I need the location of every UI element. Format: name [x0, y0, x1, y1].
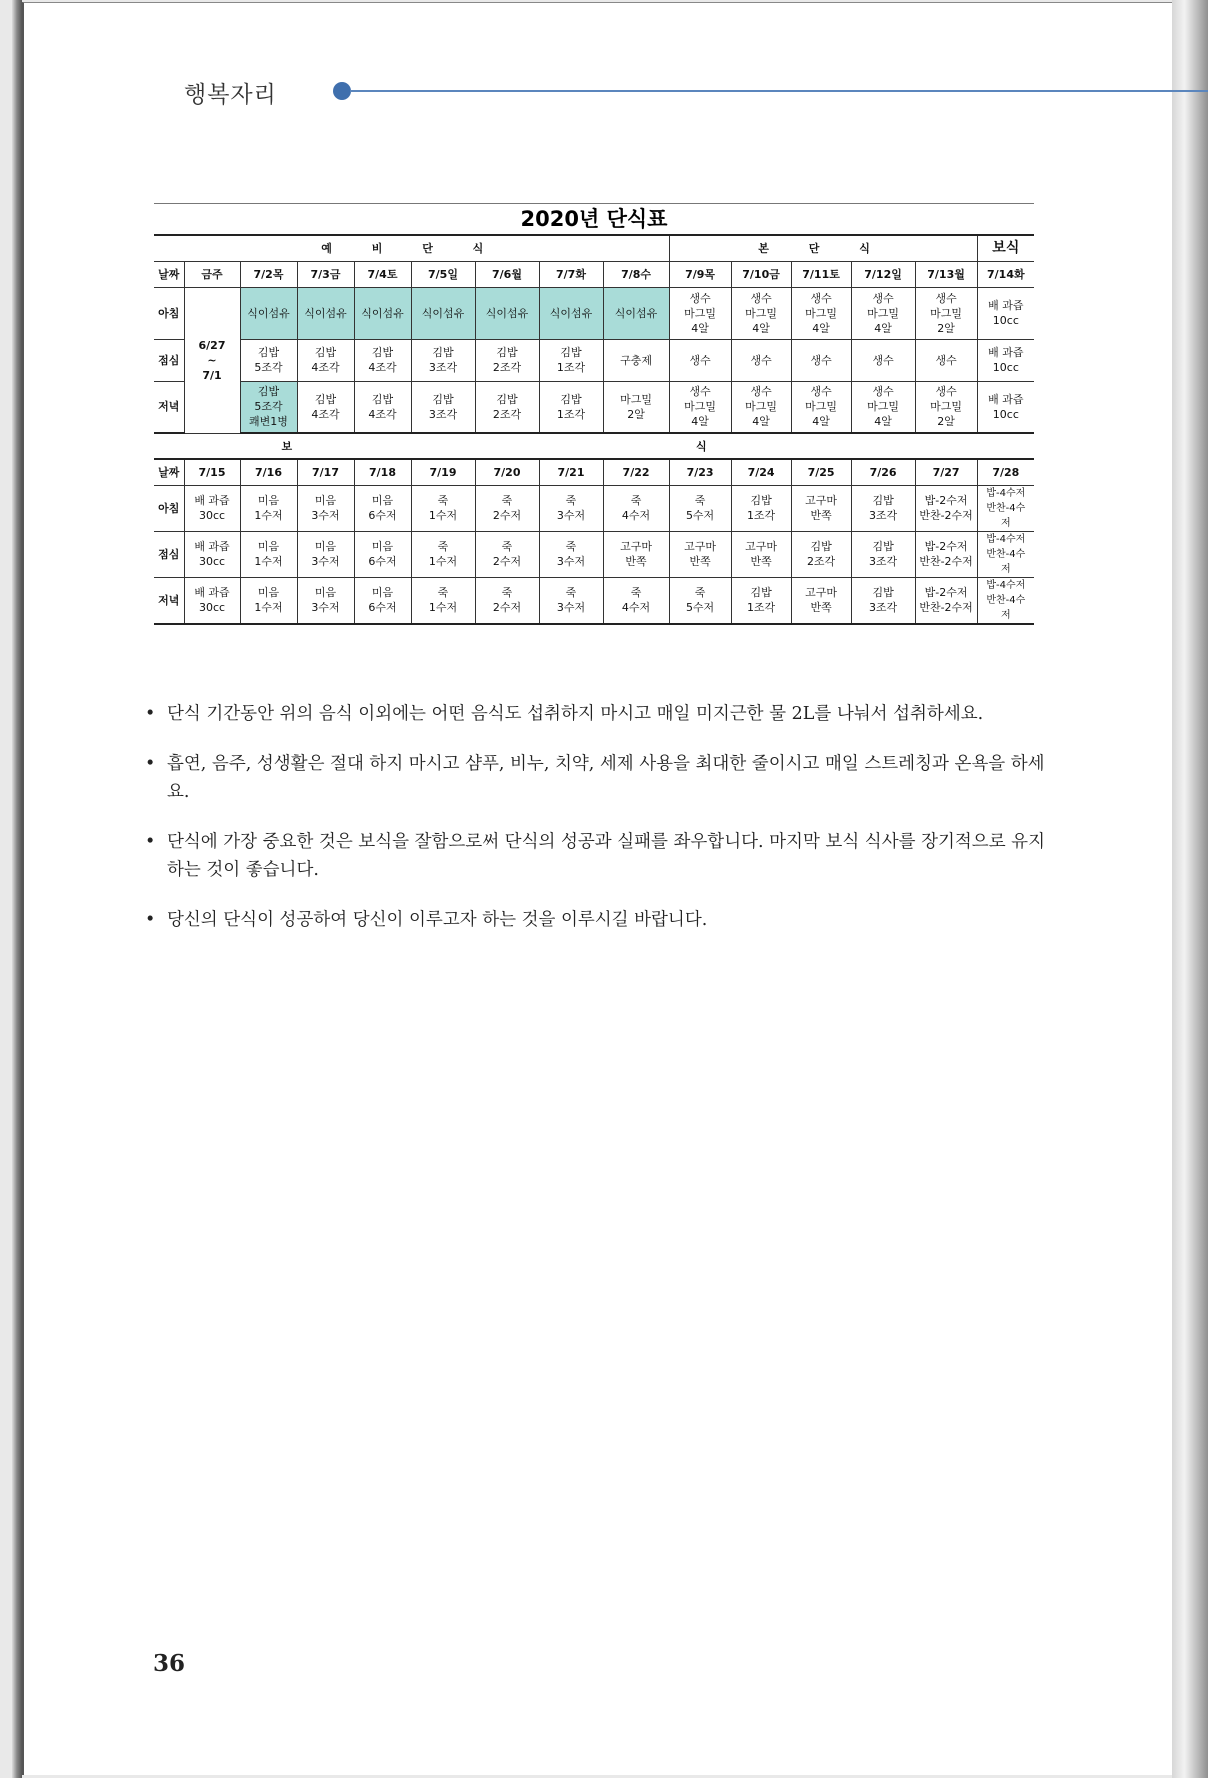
- table-bottom-dinner-cell: 미음 3수저: [297, 577, 354, 624]
- table-top-lunch-cell: 생수: [669, 339, 731, 381]
- table-bottom-breakfast-cell: 죽 4수저: [603, 485, 669, 531]
- table-bottom-lunch-cell: 미음 3수저: [297, 531, 354, 577]
- note-item: [145, 828, 1045, 884]
- note-text: 단식에 가장 중요한 것은 보식을 잘함으로써 단식의 성공과 실패를 좌우합니다. 마지막 보식 식사를 장기적으로 유지하는 것이 좋습니다.: [167, 832, 1045, 880]
- table-bottom-dinner-cell: 김밥 3조각: [851, 577, 915, 624]
- table-bottom-lunch-cell: 배 과즙 30cc: [184, 531, 240, 577]
- table-top-lunch-cell: 김밥 5조각: [240, 339, 297, 381]
- abstain-start: 6/27: [198, 338, 226, 352]
- table-bottom-lunch-cell: 미음 6수저: [354, 531, 411, 577]
- table-top-dates-cell: 7/4토: [354, 261, 411, 287]
- table-bottom-lunch-cell: 고구마 반쪽: [731, 531, 791, 577]
- page-edge: [1172, 0, 1208, 1778]
- schedule-table: [154, 234, 1034, 625]
- table-top-dinner-cell: 김밥 4조각: [297, 381, 354, 433]
- note-item: [145, 750, 1045, 806]
- table-bottom-dinner-cell: 죽 5수저: [669, 577, 731, 624]
- table-top-breakfast-cell: 생수 마그밀 4알: [791, 287, 851, 339]
- table-bottom-dinner-cell: 미음 6수저: [354, 577, 411, 624]
- table-title: 2020년 단식표: [520, 207, 668, 231]
- table-top-lunch-cell: 배 과즙 10cc: [977, 339, 1034, 381]
- table-bottom-breakfast-cell: 밥-2수저 반찬-2수저: [915, 485, 977, 531]
- table-top-lunch-cell: 생수: [791, 339, 851, 381]
- table-bottom-lunch-cell: 김밥 3조각: [851, 531, 915, 577]
- table-top-dinner-cell: 김밥 3조각: [411, 381, 475, 433]
- table-bottom-dinner-cell: 죽 2수저: [475, 577, 539, 624]
- table-bottom-breakfast-cell: 죽 5수저: [669, 485, 731, 531]
- table-top-dates-cell: 7/9목: [669, 261, 731, 287]
- table-bottom-dates-cell: 7/25: [791, 459, 851, 485]
- notes-list: [145, 700, 1045, 956]
- section-pre-fast: 예 비 단 식: [154, 235, 669, 261]
- table-bottom-dates-cell: 7/19: [411, 459, 475, 485]
- section-recovery-label: 보 식: [281, 439, 907, 453]
- table-bottom-lunch-cell: 죽 2수저: [475, 531, 539, 577]
- table-bottom-lunch-cell: 밥-2수저 반찬-2수저: [915, 531, 977, 577]
- table-top-dinner-cell: 김밥 1조각: [539, 381, 603, 433]
- table-top-dates-cell: 7/10금: [731, 261, 791, 287]
- table-top-breakfast-cell: 식이섬유: [297, 287, 354, 339]
- table-bottom-breakfast-cell: 죽 1수저: [411, 485, 475, 531]
- table-bottom-breakfast-cell: 미음 1수저: [240, 485, 297, 531]
- table-bottom-breakfast-cell: 죽 2수저: [475, 485, 539, 531]
- table-bottom-dates-cell: 7/17: [297, 459, 354, 485]
- abstain-end: 7/1: [202, 368, 222, 382]
- table-bottom-breakfast-cell: 김밥 3조각: [851, 485, 915, 531]
- bullet-icon: •: [145, 910, 156, 930]
- table-bottom-dates-cell: 7/27: [915, 459, 977, 485]
- table-bottom-dates-cell: 7/24: [731, 459, 791, 485]
- table-top-dates-cell: 7/14화: [977, 261, 1034, 287]
- table-bottom-dates-cell: 7/28: [977, 459, 1034, 485]
- table-top-dates-cell: 7/3금: [297, 261, 354, 287]
- table-bottom-dates-cell: 7/18: [354, 459, 411, 485]
- section-recovery: [154, 433, 1034, 459]
- table-bottom-breakfast-cell: 미음 6수저: [354, 485, 411, 531]
- table-top-breakfast-cell: 식이섬유: [539, 287, 603, 339]
- table-bottom-dinner-cell: 죽 3수저: [539, 577, 603, 624]
- table-bottom-dinner-cell: 죽 4수저: [603, 577, 669, 624]
- header-rule: [350, 90, 1208, 92]
- table-top-dinner-cell: 생수 마그밀 4알: [791, 381, 851, 433]
- table-top-dates-cell: 7/11토: [791, 261, 851, 287]
- table-bottom-dinner-cell: 죽 1수저: [411, 577, 475, 624]
- table-bottom-breakfast-cell: 김밥 1조각: [731, 485, 791, 531]
- table-top-breakfast-cell: 식이섬유: [475, 287, 539, 339]
- table-bottom-breakfast-cell: 배 과즙 30cc: [184, 485, 240, 531]
- page-number: 36: [153, 1650, 186, 1677]
- table-top-breakfast-cell: 식이섬유: [411, 287, 475, 339]
- table-bottom-lunch-cell: 김밥 2조각: [791, 531, 851, 577]
- table-top-dates-cell: 7/2목: [240, 261, 297, 287]
- bullet-icon: •: [145, 832, 156, 852]
- table-top-breakfast-cell: 식이섬유: [354, 287, 411, 339]
- bullet-icon: •: [145, 754, 156, 774]
- table-top-dates-cell: 7/6월: [475, 261, 539, 287]
- table-top-breakfast-cell: 생수 마그밀 4알: [851, 287, 915, 339]
- table-top-lunch-cell: 생수: [915, 339, 977, 381]
- fasting-schedule: [154, 203, 1034, 625]
- row-label-breakfast: 아침: [154, 485, 184, 531]
- table-bottom-dates-cell: 7/21: [539, 459, 603, 485]
- table-bottom-dinner-cell: 고구마 반쪽: [791, 577, 851, 624]
- table-top-dates-cell: 금주: [184, 261, 240, 287]
- table-bottom-lunch-cell: 밥-4수저 반찬-4수 저: [977, 531, 1034, 577]
- section-recovery-short: 보식: [977, 235, 1034, 261]
- note-text: 흡연, 음주, 성생활은 절대 하지 마시고 샴푸, 비누, 치약, 세제 사용을 최대한 줄이시고 매일 스트레칭과 온욕을 하세요.: [167, 754, 1045, 802]
- note-item: [145, 700, 1045, 728]
- table-top-lunch-cell: 구충제: [603, 339, 669, 381]
- table-top-lunch-cell: 생수: [731, 339, 791, 381]
- table-bottom-dates-cell: 7/26: [851, 459, 915, 485]
- table-top-dinner-cell: 김밥 4조각: [354, 381, 411, 433]
- table-top-breakfast-cell: 생수 마그밀 4알: [669, 287, 731, 339]
- table-bottom-lunch-cell: 고구마 반쪽: [603, 531, 669, 577]
- row-label-lunch: 점심: [154, 531, 184, 577]
- note-item: [145, 906, 1045, 934]
- table-bottom-breakfast-cell: 밥-4수저 반찬-4수 저: [977, 485, 1034, 531]
- table-top-breakfast-cell: 식이섬유: [240, 287, 297, 339]
- table-top-dates-cell: 7/12일: [851, 261, 915, 287]
- table-top-lunch-cell: 김밥 3조각: [411, 339, 475, 381]
- table-bottom-dates-cell: 7/22: [603, 459, 669, 485]
- table-bottom-dinner-cell: 배 과즙 30cc: [184, 577, 240, 624]
- table-top-breakfast-cell: 배 과즙 10cc: [977, 287, 1034, 339]
- table-top-breakfast-cell: 생수 마그밀 2알: [915, 287, 977, 339]
- table-bottom-breakfast-cell: 죽 3수저: [539, 485, 603, 531]
- table-bottom-dates-cell: 7/16: [240, 459, 297, 485]
- table-top-dates-cell: 7/5일: [411, 261, 475, 287]
- table-top-lunch-cell: 김밥 4조각: [354, 339, 411, 381]
- table-bottom-lunch-cell: 미음 1수저: [240, 531, 297, 577]
- book-binding: [12, 0, 22, 1778]
- table-bottom-dinner-cell: 밥-2수저 반찬-2수저: [915, 577, 977, 624]
- row-label-dinner: 저녁: [154, 381, 184, 433]
- table-bottom-dinner-cell: 미음 1수저: [240, 577, 297, 624]
- row-label-dinner: 저녁: [154, 577, 184, 624]
- table-bottom-dinner-cell: 김밥 1조각: [731, 577, 791, 624]
- table-bottom-lunch-cell: 고구마 반쪽: [669, 531, 731, 577]
- abstain-period: [184, 287, 240, 433]
- table-top-dinner-cell: 김밥 5조각 쾌변1병: [240, 381, 297, 433]
- table-top-lunch-cell: 생수: [851, 339, 915, 381]
- bullet-icon: •: [145, 704, 156, 724]
- abstain-tilde: ~: [207, 353, 217, 367]
- section-main-fast: 본 단 식: [669, 235, 977, 261]
- table-top-dinner-cell: 생수 마그밀 4알: [669, 381, 731, 433]
- chapter-title: 행복자리: [184, 82, 277, 108]
- header-dot: [333, 82, 351, 100]
- table-top-dinner-cell: 생수 마그밀 2알: [915, 381, 977, 433]
- table-top-dates-cell: 7/8수: [603, 261, 669, 287]
- table-bottom-lunch-cell: 죽 1수저: [411, 531, 475, 577]
- table-top-dinner-cell: 김밥 2조각: [475, 381, 539, 433]
- table-top-dinner-cell: 생수 마그밀 4알: [731, 381, 791, 433]
- row-label-date: 날짜: [154, 459, 184, 485]
- table-top-dates-cell: 7/13월: [915, 261, 977, 287]
- table-bottom-dates-cell: 7/15: [184, 459, 240, 485]
- table-top-breakfast-cell: 식이섬유: [603, 287, 669, 339]
- row-label-lunch: 점심: [154, 339, 184, 381]
- row-label-date: 날짜: [154, 261, 184, 287]
- table-top-dates-cell: 7/7화: [539, 261, 603, 287]
- table-bottom-breakfast-cell: 고구마 반쪽: [791, 485, 851, 531]
- table-top-dinner-cell: 생수 마그밀 4알: [851, 381, 915, 433]
- table-top-dinner-cell: 배 과즙 10cc: [977, 381, 1034, 433]
- note-text: 당신의 단식이 성공하여 당신이 이루고자 하는 것을 이루시길 바랍니다.: [167, 910, 708, 930]
- table-bottom-dinner-cell: 밥-4수저 반찬-4수 저: [977, 577, 1034, 624]
- table-top-breakfast-cell: 생수 마그밀 4알: [731, 287, 791, 339]
- table-bottom-breakfast-cell: 미음 3수저: [297, 485, 354, 531]
- table-bottom-dates-cell: 7/23: [669, 459, 731, 485]
- table-bottom-lunch-cell: 죽 3수저: [539, 531, 603, 577]
- table-top-lunch-cell: 김밥 1조각: [539, 339, 603, 381]
- table-top-dinner-cell: 마그밀 2알: [603, 381, 669, 433]
- note-text: 단식 기간동안 위의 음식 이외에는 어떤 음식도 섭취하지 마시고 매일 미지근한 물 2L를 나눠서 섭취하세요.: [167, 704, 984, 724]
- table-top-lunch-cell: 김밥 4조각: [297, 339, 354, 381]
- table-top-lunch-cell: 김밥 2조각: [475, 339, 539, 381]
- table-bottom-dates-cell: 7/20: [475, 459, 539, 485]
- row-label-breakfast: 아침: [154, 287, 184, 339]
